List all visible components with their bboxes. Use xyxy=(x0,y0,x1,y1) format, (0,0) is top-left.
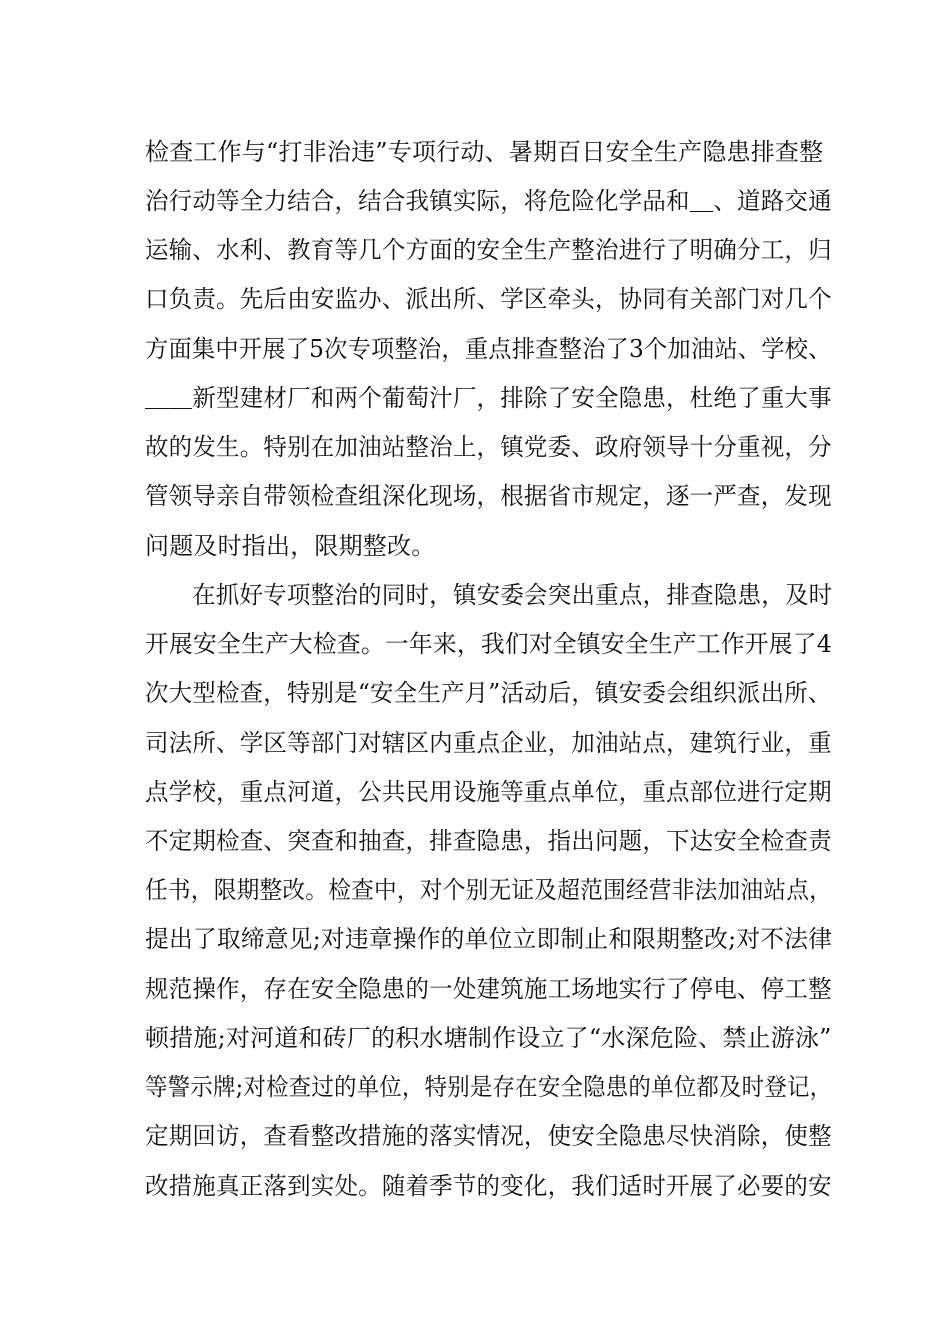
text-line: 任书，限期整改。检查中，对个别无证及超范围经营非法加油站点， xyxy=(145,876,833,904)
text-line: 改措施真正落到实处。随着季节的变化，我们适时开展了必要的安 xyxy=(145,1172,832,1200)
text-line: 运输、水利、教育等几个方面的安全生产整治进行了明确分工，归 xyxy=(145,236,832,264)
text-line: 提出了取缔意见;对违章操作的单位立即制止和限期整改;对不法律 xyxy=(145,925,833,953)
text-line: 次大型检查，特别是“安全生产月”活动后，镇安委会组织派出所、 xyxy=(145,679,832,707)
text-line: 检查工作与“打非治违”专项行动、暑期百日安全生产隐患排查整 xyxy=(145,138,824,166)
text-line: 不定期检查、突查和抽查，排查隐患，指出问题，下达安全检查责 xyxy=(145,827,832,855)
text-line: 方面集中开展了5次专项整治，重点排查整治了3个加油站、学校、 xyxy=(145,335,832,363)
text-line: ＿＿新型建材厂和两个葡萄汁厂，排除了安全隐患，杜绝了重大事 xyxy=(145,384,832,412)
text-line: 规范操作，存在安全隐患的一处建筑施工场地实行了停电、停工整 xyxy=(145,975,832,1003)
text-line: 治行动等全力结合，结合我镇实际，将危险化学品和＿、道路交通 xyxy=(145,187,832,215)
text-line: 定期回访，查看整改措施的落实情况，使安全隐患尽快消除，使整 xyxy=(145,1122,832,1150)
text-line: 点学校，重点河道，公共民用设施等重点单位，重点部位进行定期 xyxy=(145,778,832,806)
text-line: 等警示牌;对检查过的单位，特别是存在安全隐患的单位都及时登记， xyxy=(145,1073,833,1101)
text-line: 在抓好专项整治的同时，镇安委会突出重点，排查隐患，及时 xyxy=(192,581,833,609)
text-line: 顿措施;对河道和砖厂的积水塘制作设立了“水深危险、禁止游泳” xyxy=(145,1024,832,1052)
text-line: 管领导亲自带领检查组深化现场，根据省市规定，逐一严查，发现 xyxy=(145,482,832,510)
text-line: 开展安全生产大检查。一年来，我们对全镇安全生产工作开展了4 xyxy=(145,630,833,658)
text-line: 司法所、学区等部门对辖区内重点企业，加油站点，建筑行业，重 xyxy=(145,729,832,757)
text-line: 故的发生。特别在加油站整治上，镇党委、政府领导十分重视，分 xyxy=(145,433,832,461)
text-line: 问题及时指出，限期整改。 xyxy=(145,532,436,560)
text-line: 口负责。先后由安监办、派出所、学区牵头，协同有关部门对几个 xyxy=(145,285,832,313)
